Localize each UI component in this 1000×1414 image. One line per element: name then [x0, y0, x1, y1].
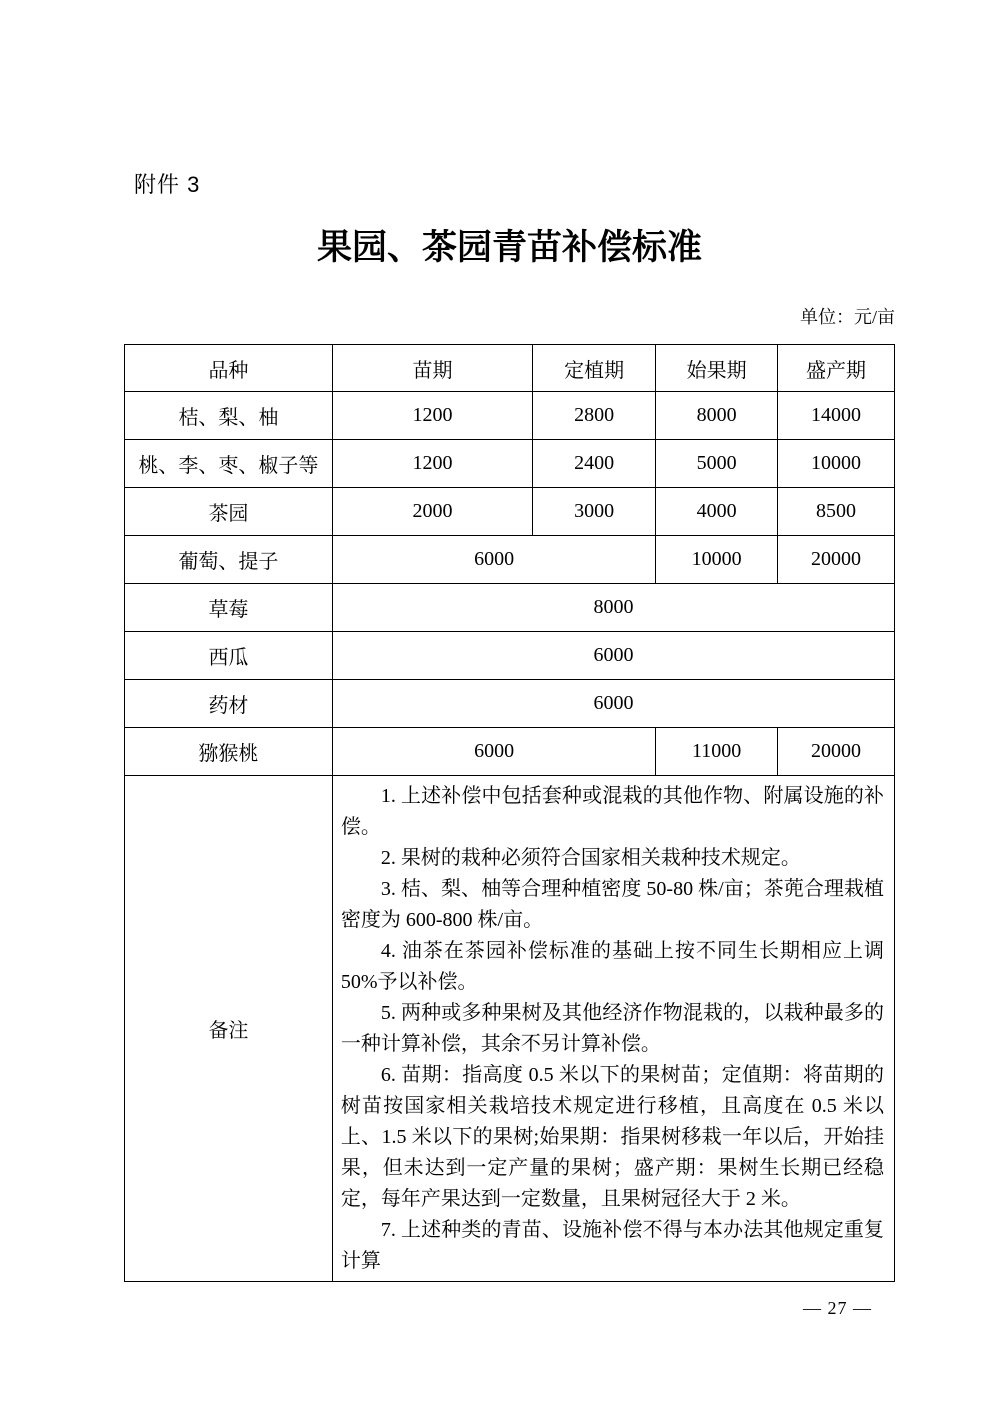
cell-value: 5000 — [656, 440, 778, 488]
note-item: 7. 上述种类的青苗、设施补偿不得与本办法其他规定重复计算 — [340, 1219, 884, 1272]
cell-variety: 桔、梨、柚 — [125, 392, 333, 440]
note-item: 4. 油茶在茶园补偿标准的基础上按不同生长期相应上调50%予以补偿。 — [340, 940, 884, 993]
cell-value: 20000 — [777, 536, 894, 584]
cell-value-merged: 6000 — [332, 632, 894, 680]
table-row — [125, 536, 895, 584]
page-title: 果园、茶园青苗补偿标准 — [316, 228, 702, 267]
table-header-row — [125, 345, 895, 392]
cell-value: 1200 — [332, 440, 532, 488]
note-item: 6. 苗期：指高度 0.5 米以下的果树苗；定值期：将苗期的树苗按国家相关栽培技术规定进行移植，且高度在 0.5 米以上、1.5 米以下的果树;始果期：指果树移栽一年以后，开始挂果，但未达到一定产量的果树；盛产期：果树生长期已经稳定，每年产果达到一定数量，且果树冠径大于 2 米。 — [340, 1064, 884, 1210]
header-peak: 盛产期 — [777, 345, 894, 392]
cell-value: 8000 — [656, 392, 778, 440]
header-first-fruit: 始果期 — [656, 345, 778, 392]
cell-value-merged: 6000 — [332, 536, 655, 584]
notes-row — [125, 776, 895, 1282]
cell-variety: 西瓜 — [125, 632, 333, 680]
notes-label: 备注 — [125, 776, 333, 1282]
cell-variety: 茶园 — [125, 488, 333, 536]
unit-label: 单位：元/亩 — [799, 307, 895, 327]
cell-value: 1200 — [332, 392, 532, 440]
table-row — [125, 680, 895, 728]
page-number: — 27 — — [803, 1298, 872, 1318]
note-item: 3. 桔、梨、柚等合理种植密度 50-80 株/亩；茶蔸合理栽植密度为 600-800 株/亩。 — [340, 878, 884, 931]
cell-variety: 葡萄、提子 — [125, 536, 333, 584]
cell-value-merged: 6000 — [332, 680, 894, 728]
table-row — [125, 392, 895, 440]
table-row — [125, 440, 895, 488]
cell-variety: 草莓 — [125, 584, 333, 632]
cell-value-merged: 8000 — [332, 584, 894, 632]
attachment-label: 附件 3 — [134, 172, 201, 197]
table-row — [125, 584, 895, 632]
cell-value: 4000 — [656, 488, 778, 536]
notes-content — [332, 776, 894, 1282]
cell-value-merged: 6000 — [332, 728, 655, 776]
cell-value: 8500 — [777, 488, 894, 536]
cell-value: 2000 — [332, 488, 532, 536]
note-item: 1. 上述补偿中包括套种或混栽的其他作物、附属设施的补偿。 — [340, 785, 884, 838]
note-item: 5. 两种或多种果树及其他经济作物混栽的，以栽种最多的一种计算补偿，其余不另计算补偿。 — [340, 1002, 884, 1055]
table-row — [125, 488, 895, 536]
cell-variety: 药材 — [125, 680, 333, 728]
compensation-table — [124, 344, 895, 1282]
cell-value: 10000 — [777, 440, 894, 488]
table-row — [125, 728, 895, 776]
cell-value: 20000 — [777, 728, 894, 776]
cell-value: 10000 — [656, 536, 778, 584]
cell-value: 2800 — [533, 392, 656, 440]
note-item: 2. 果树的栽种必须符合国家相关栽种技术规定。 — [380, 847, 801, 869]
cell-value: 3000 — [533, 488, 656, 536]
cell-variety: 桃、李、枣、椒子等 — [125, 440, 333, 488]
cell-value: 2400 — [533, 440, 656, 488]
header-planting: 定植期 — [533, 345, 656, 392]
cell-value: 11000 — [656, 728, 778, 776]
header-seedling: 苗期 — [332, 345, 532, 392]
header-variety: 品种 — [125, 345, 333, 392]
cell-variety: 猕猴桃 — [125, 728, 333, 776]
table-row — [125, 632, 895, 680]
cell-value: 14000 — [777, 392, 894, 440]
